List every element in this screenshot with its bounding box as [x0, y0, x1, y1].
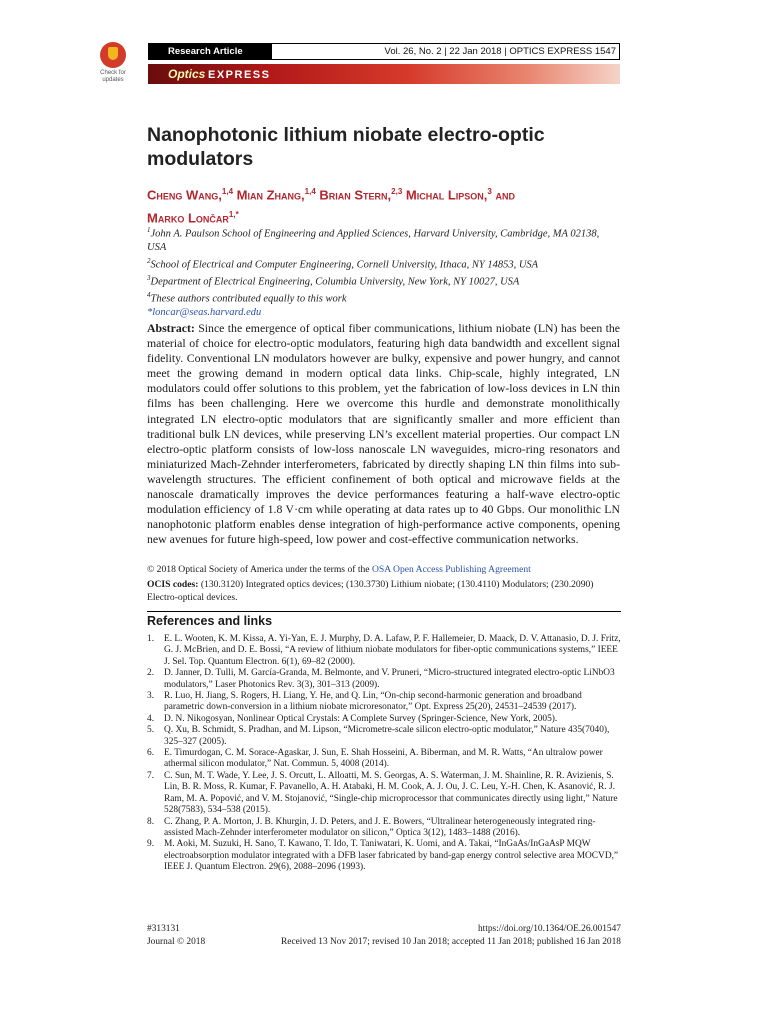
author-affiliation-mark: 2,3: [391, 187, 403, 196]
author-conjunction: and: [495, 187, 515, 203]
affiliation-number: 4: [147, 290, 151, 299]
affiliation: [147, 272, 617, 289]
reference-number: 3.: [147, 691, 155, 702]
author-name: Brian Stern,: [319, 187, 392, 203]
author-affiliation-mark: 1,*: [228, 210, 239, 220]
affiliation-number: 2: [147, 256, 151, 265]
affiliation: [147, 289, 617, 306]
reference-number: 5.: [147, 725, 155, 736]
author-affiliation-mark: 1,4: [304, 187, 316, 196]
reference-number: 9.: [147, 839, 155, 850]
doi-link[interactable]: https://doi.org/10.1364/OE.26.001547: [477, 924, 621, 934]
open-access-agreement-link[interactable]: OSA Open Access Publishing Agreement: [371, 564, 531, 575]
copyright-text: © 2018 Optical Society of America under the terms of the: [147, 564, 370, 575]
reference-item: [147, 714, 621, 725]
issue-line: Vol. 26, No. 2 | 22 Jan 2018 | OPTICS EXPRESS 1547: [384, 46, 616, 57]
reference-text: E. Timurdogan, C. M. Sorace-Agaskar, J. Sun, E. Shah Hosseini, A. Biberman, and M. R. Watts, “An ultralow power athermal silicon modulator,” Nat. Commun. 5, 4008 (2014).: [164, 748, 603, 770]
check-for-updates-badge[interactable]: [93, 42, 133, 92]
reference-number: 7.: [147, 770, 155, 781]
reference-item: [147, 634, 621, 668]
reference-text: D. N. Nikogosyan, Nonlinear Optical Crystals: A Complete Survey (Springer-Science, New York, 2005).: [164, 713, 558, 724]
affiliation-list: [147, 224, 617, 319]
affiliation-text: Department of Electrical Engineering, Columbia University, New York, NY 10027, USA: [150, 276, 520, 287]
affiliation-text: John A. Paulson School of Engineering and Applied Sciences, Harvard University, Cambridge, MA 02138, USA: [147, 228, 600, 253]
reference-number: 8.: [147, 816, 155, 827]
abstract-label: Abstract:: [147, 321, 195, 335]
journal-copyright: Journal © 2018: [147, 937, 206, 947]
reference-item: [147, 771, 621, 817]
reference-number: 2.: [147, 668, 155, 679]
publication-dates: Received 13 Nov 2017; revised 10 Jan 2018; accepted 11 Jan 2018; published 16 Jan 2018: [281, 937, 621, 947]
affiliation: [147, 255, 617, 272]
reference-item: [147, 839, 621, 873]
author-name: Cheng Wang,: [147, 187, 222, 203]
reference-number: 1.: [147, 634, 155, 644]
affiliation-text: These authors contributed equally to this work: [150, 293, 347, 304]
ocis-text: (130.3120) Integrated optics devices; (130.3730) Lithium niobate; (130.4110) Modulators; (230.2090) Electro-optical devices.: [147, 579, 594, 603]
check-updates-label: Check for updates: [100, 70, 126, 83]
ocis-label: OCIS codes:: [147, 579, 199, 590]
reference-number: 4.: [147, 713, 155, 724]
affiliation-number: 3: [147, 273, 151, 282]
reference-item: [147, 691, 621, 714]
corresponding-email-link[interactable]: *loncar@seas.harvard.edu: [147, 306, 262, 318]
affiliation: [147, 224, 617, 255]
reference-text: C. Zhang, P. A. Morton, J. B. Khurgin, J. D. Peters, and J. E. Bowers, “Ultralinear heterogeneously integrated ring-assisted Mach-Zehnder interferometer modulator on silicon,” Optica 3(12), 1483–1488 (2016).: [164, 816, 596, 838]
article-id: #313131: [147, 924, 180, 934]
journal-name-express: EXPRESS: [208, 69, 271, 81]
abstract: [147, 321, 620, 547]
ocis-codes: [147, 579, 620, 604]
reference-item: [147, 748, 621, 771]
author-affiliation-mark: 3: [487, 187, 492, 196]
reference-text: E. L. Wooten, K. M. Kissa, A. Yi-Yan, E. J. Murphy, D. A. Lafaw, P. F. Hallemeier, D. Maack, D. V. Attanasio, D. J. Fritz, G. J. McBrien, and D. E. Bossi, “A review of lithium niobate modulators for fiber-optic communications systems,” IEEE J. Sel. Top. Quantum Electron. 6(1), 69–82 (2000).: [164, 634, 621, 667]
references-heading: References and links: [147, 614, 273, 628]
check-updates-icon: [100, 42, 126, 68]
reference-list: [147, 634, 621, 874]
author-name: Michal Lipson,: [405, 187, 488, 203]
author-affiliation-mark: 1,4: [221, 187, 234, 196]
reference-text: M. Aoki, M. Suzuki, H. Sano, T. Kawano, T. Ido, T. Taniwatari, K. Uomi, and A. Takai, “InGaAs/InGaAsP MQW electroabsorption modulator integrated with a DFB laser fabricated by band-gap energy control selective area MOCVD,” IEEE J. Quantum Electron. 29(6), 2088–2096 (1993).: [164, 839, 619, 873]
reference-item: [147, 668, 621, 691]
references-divider: [147, 611, 621, 612]
reference-text: C. Sun, M. T. Wade, Y. Lee, J. S. Orcutt, L. Alloatti, M. S. Georgas, A. S. Waterman, J. M. Shainline, R. R. Avizienis, S. Lin, B. R. Moss, R. Kumar, F. Pavanello, A. H. Atabaki, H. M. Cook, A. J. Ou, J. C. Leu, Y.-H. Chen, K. Asanović, R. J. Ram, M. A. Popović, and V. M. Stojanović, “Single-chip microprocessor that communicates directly using light,” Nature 528(7583), 534–538 (2015).: [164, 770, 618, 816]
reference-item: [147, 817, 621, 840]
reference-text: R. Luo, H. Jiang, S. Rogers, H. Liang, Y. He, and Q. Lin, “On-chip second-harmonic generation and broadband parametric down-conversion in a lithium niobate microresonator,” Opt. Express 25(20), 24531–24539 (2017).: [164, 691, 582, 713]
affiliation-number: 1: [147, 226, 151, 234]
article-type-label: Research Article: [148, 43, 272, 60]
author-name: Mian Zhang,: [236, 187, 305, 203]
reference-text: D. Janner, D. Tulli, M. García-Granda, M. Belmonte, and V. Pruneri, “Micro-structured integrated electro-optic LiNbO3 modulators,” Laser Photonics Rev. 3(3), 301–313 (2009).: [164, 668, 615, 690]
affiliation-text: School of Electrical and Computer Engineering, Cornell University, Ithaca, NY 14853, USA: [150, 259, 539, 270]
author-name: Marko Lončar: [147, 210, 229, 226]
abstract-text: Since the emergence of optical fiber communications, lithium niobate (LN) has been the material of choice for electro-optic modulators, featuring high data bandwidth and excellent signal fidelity. Conventional LN modulators however are bulky, expensive and power hungry, and cannot meet the growing demand in modern optical data links. Chip-scale, highly integrated, LN modulators could offer solutions to this problem, yet the fabrication of low-loss devices in LN thin films has been challenging. Here we overcome this hurdle and demonstrate monolithically integrated LN electro-optic modulators that are significantly smaller and more efficient than traditional bulk LN devices, while preserving LN’s excellent material properties. Our compact LN electro-optic platform consists of low-loss nanoscale LN waveguides, micro-ring resonators and miniaturized Mach-Zehnder interferometers, fabricated by directly shaping LN thin films into sub-wavelength structures. The efficient confinement of both optical and microwave fields at the nanoscale dramatically improves the device performances featuring a half-wave electro-optic modulation efficiency of 1.8 V·cm while operating at data rates up to 40 Gbps. Our monolithic LN nanophotonic platform enables dense integration of high-performance active components, opening new avenues for future high-speed, low power and cost-effective communication networks.: [147, 321, 621, 547]
copyright-line: [147, 563, 620, 576]
reference-item: [147, 725, 621, 748]
author-list: [147, 182, 627, 229]
article-title: Nanophotonic lithium niobate electro-optic modulators: [147, 124, 545, 170]
journal-name-optics: Optics: [168, 67, 206, 81]
reference-number: 6.: [147, 748, 155, 759]
reference-text: Q. Xu, B. Schmidt, S. Pradhan, and M. Lipson, “Micrometre-scale silicon electro-optic modulator,” Nature 435(7040), 325–327 (2005).: [164, 725, 610, 747]
